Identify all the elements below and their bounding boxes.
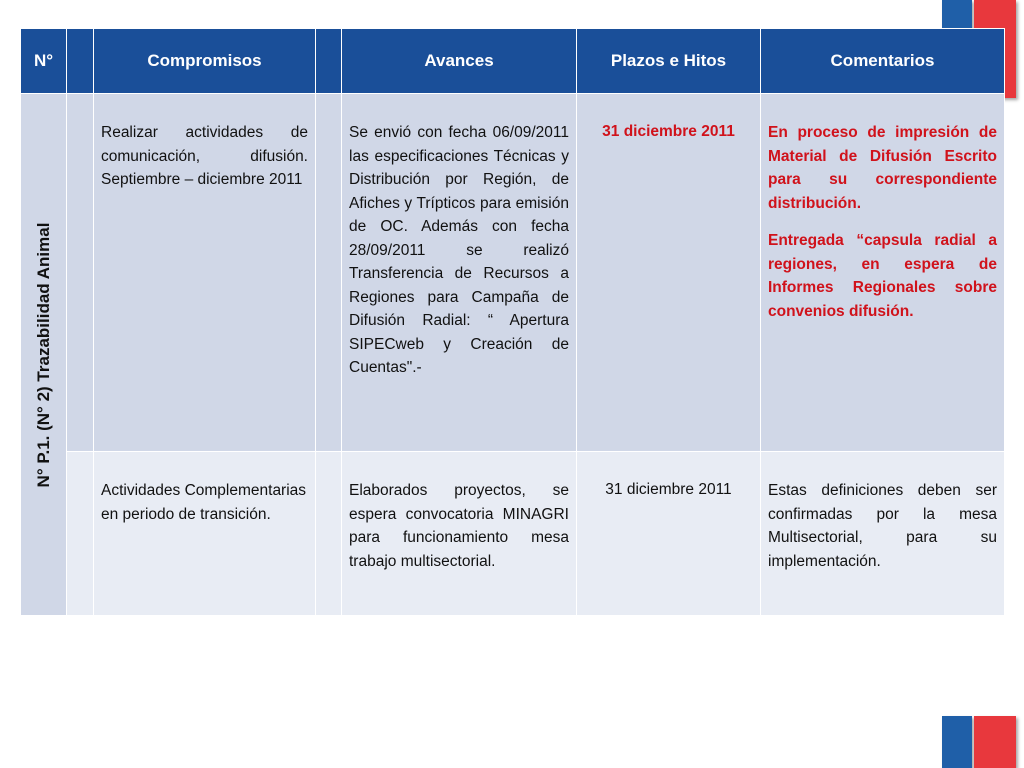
compromiso-cell: [94, 452, 316, 616]
header-plazos: Plazos e Hitos: [577, 29, 761, 94]
comentario-paragraph: Entregada “capsula radial a regiones, en espera de Informes Regionales sobre convenios difusión.: [768, 232, 997, 320]
compromiso-cell: [94, 94, 316, 452]
table-header-row: [21, 29, 1005, 94]
plazo-text: 31 diciembre 2011: [602, 123, 735, 140]
spacer-cell: [316, 452, 342, 616]
flag-decoration-bottom: [942, 716, 1016, 768]
side-label: N° P.1. (N° 2) Trazabilidad Animal: [33, 222, 53, 487]
comentario-cell: [761, 94, 1005, 452]
header-comentarios: Comentarios: [761, 29, 1005, 94]
header-spacer: [67, 29, 94, 94]
comentario-text: [762, 95, 1003, 323]
compromiso-text: Actividades Complementarias en periodo de transición.: [101, 482, 307, 523]
avance-cell: [342, 452, 577, 616]
header-spacer: [316, 29, 342, 94]
table-row: [21, 94, 1005, 452]
commitments-table: [20, 28, 1005, 616]
plazo-cell: [577, 452, 761, 616]
comentario-text: Estas definiciones deben ser confirmadas por la mesa Multisectorial, para su implementación.: [768, 482, 997, 570]
avance-text: Elaborados proyectos, se espera convocatoria MINAGRI para funcionamiento mesa trabajo multisectorial.: [349, 482, 569, 570]
plazo-cell: [577, 94, 761, 452]
comentario-cell: [761, 452, 1005, 616]
spacer-cell: [67, 452, 94, 616]
compromiso-text: Realizar actividades de comunicación, difusión. Septiembre – diciembre 2011: [101, 124, 308, 188]
side-label-cell: [21, 94, 67, 616]
spacer-cell: [316, 94, 342, 452]
header-avances: Avances: [342, 29, 577, 94]
header-number: N°: [21, 29, 67, 94]
comentario-paragraph: En proceso de impresión de Material de Difusión Escrito para su correspondiente distribución.: [768, 124, 997, 212]
flag-red-stripe: [974, 716, 1016, 768]
flag-blue-stripe: [942, 716, 972, 768]
spacer-cell: [67, 94, 94, 452]
header-compromisos: Compromisos: [94, 29, 316, 94]
table-row: [21, 452, 1005, 616]
avance-cell: [342, 94, 577, 452]
avance-text: Se envió con fecha 06/09/2011 las especificaciones Técnicas y Distribución por Región, de Afiches y Trípticos para emisión de OC. Además con fecha 28/09/2011 se realizó Transferencia de Recursos a Regiones para Campaña de Difusión Radial: “ Apertura SIPECweb y Creación de Cuentas".-: [349, 124, 569, 376]
plazo-text: 31 diciembre 2011: [605, 481, 732, 498]
